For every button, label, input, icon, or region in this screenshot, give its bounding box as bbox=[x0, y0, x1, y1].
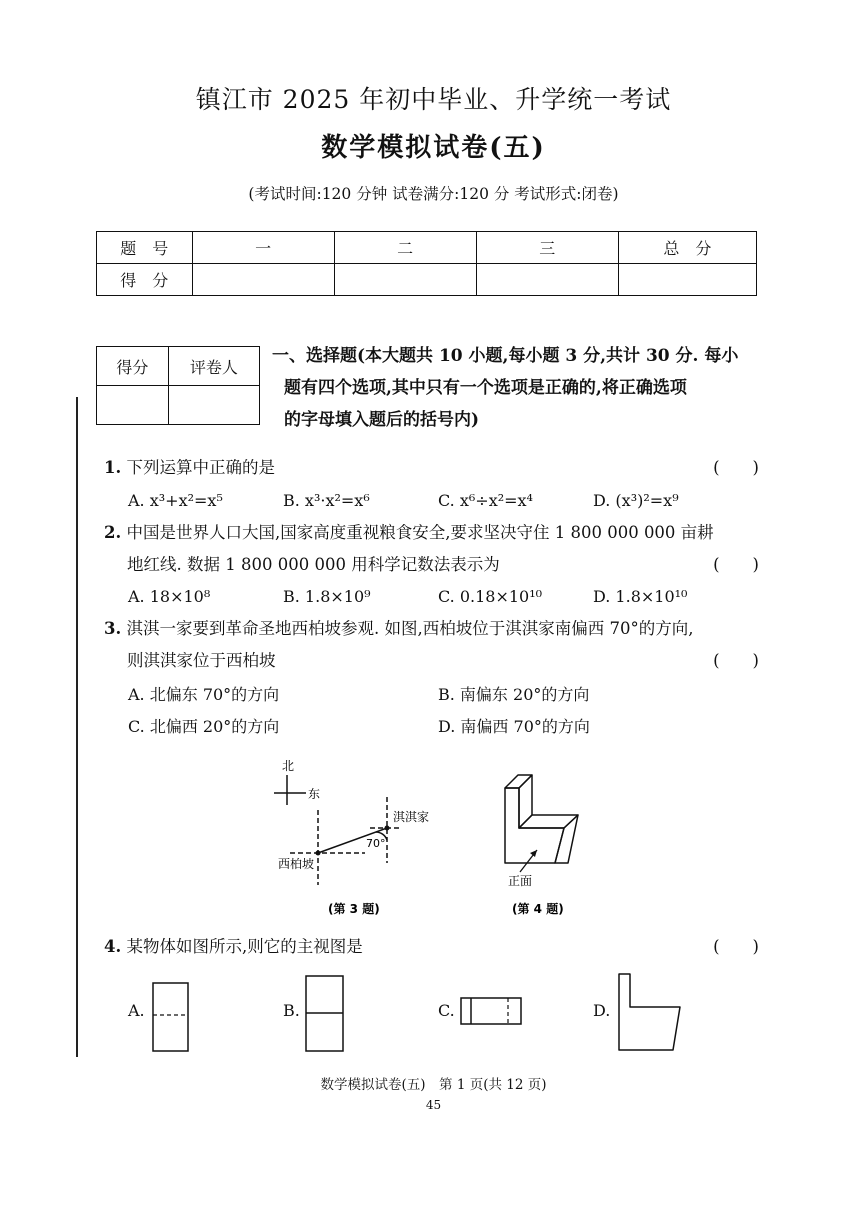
east-label: 东 bbox=[308, 787, 321, 801]
grader-table bbox=[96, 346, 260, 425]
page-number: 45 bbox=[425, 1098, 442, 1112]
question-stem: 则淇淇家位于西柏坡 bbox=[127, 651, 276, 670]
score-entry-cell[interactable] bbox=[476, 264, 618, 296]
home-point bbox=[385, 826, 390, 831]
figure-3-diagram bbox=[260, 755, 450, 920]
question-stem: 淇淇一家要到革命圣地西柏坡参观. 如图,西柏坡位于淇淇家南偏西 70°的方向, bbox=[126, 619, 694, 638]
q4-option-b-figure bbox=[303, 973, 347, 1055]
grader-score-cell[interactable] bbox=[97, 386, 169, 425]
xibaipo-point bbox=[316, 851, 321, 856]
question-4 bbox=[104, 931, 759, 963]
q4-option-d-letter: D. bbox=[593, 1001, 611, 1020]
q4-option-c-figure bbox=[458, 995, 524, 1027]
question-1 bbox=[104, 452, 759, 484]
q1-option-b: B. x³·x²=x⁶ bbox=[283, 491, 370, 510]
question-2 bbox=[104, 517, 764, 581]
front-arrow-head bbox=[530, 850, 537, 857]
answer-paren[interactable]: ( ) bbox=[713, 458, 759, 477]
section-line: 题有四个选项,其中只有一个选项是正确的,将正确选项 bbox=[284, 378, 687, 398]
score-table-cell: 得 分 bbox=[97, 264, 193, 296]
answer-paren[interactable]: ( ) bbox=[713, 937, 759, 956]
q4-option-d-figure bbox=[616, 970, 684, 1055]
q4-option-a-figure bbox=[150, 980, 192, 1055]
score-entry-cell[interactable] bbox=[334, 264, 476, 296]
question-number: 4. bbox=[104, 937, 122, 956]
page-footer: 数学模拟试卷(五) 第 1 页(共 12 页) bbox=[320, 1077, 547, 1093]
question-number: 1. bbox=[104, 458, 122, 477]
q4-option-c-letter: C. bbox=[438, 1001, 455, 1020]
base-right-face bbox=[555, 815, 578, 863]
score-table-score-row bbox=[97, 264, 757, 296]
paper-subtitle: 数学模拟试卷(五) bbox=[321, 133, 546, 163]
q1-option-c: C. x⁶÷x²=x⁴ bbox=[438, 491, 533, 510]
exam-title: 镇江市 2025 年初中毕业、升学统一考试 bbox=[195, 85, 672, 114]
pillar-top-face bbox=[505, 775, 532, 788]
binding-margin-line bbox=[76, 397, 78, 1057]
base-top-face bbox=[519, 815, 578, 828]
q2-option-a: A. 18×10⁸ bbox=[128, 587, 211, 606]
question-number: 3. bbox=[104, 619, 122, 638]
q3-option-a: A. 北偏东 70°的方向 bbox=[128, 685, 280, 704]
score-table-cell: 总 分 bbox=[618, 232, 756, 264]
question-stem: 中国是世界人口大国,国家高度重视粮食安全,要求坚决守住 1 800 000 000 亩耕 bbox=[126, 523, 714, 542]
q1-option-d: D. (x³)²=x⁹ bbox=[593, 491, 679, 510]
q3-option-b: B. 南偏东 20°的方向 bbox=[438, 685, 590, 704]
score-table-cell: 一 bbox=[192, 232, 334, 264]
grader-name-cell[interactable] bbox=[168, 386, 259, 425]
q4-option-b-letter: B. bbox=[283, 1001, 300, 1020]
figure-4-diagram bbox=[490, 760, 600, 920]
pillar-right-face bbox=[519, 775, 532, 828]
question-3 bbox=[104, 613, 764, 677]
score-entry-cell[interactable] bbox=[618, 264, 756, 296]
answer-paren[interactable]: ( ) bbox=[713, 555, 759, 574]
score-table-cell: 题 号 bbox=[97, 232, 193, 264]
score-entry-cell[interactable] bbox=[192, 264, 334, 296]
question-number: 2. bbox=[104, 523, 122, 542]
q4-option-a-letter: A. bbox=[128, 1001, 145, 1020]
q1-option-a: A. x³+x²=x⁵ bbox=[128, 491, 223, 510]
question-stem: 某物体如图所示,则它的主视图是 bbox=[126, 937, 363, 956]
home-label: 淇淇家 bbox=[393, 810, 430, 824]
figure-4-caption: (第 4 题) bbox=[512, 902, 564, 916]
front-label: 正面 bbox=[508, 874, 533, 888]
question-stem: 下列运算中正确的是 bbox=[126, 458, 275, 477]
exam-info: (考试时间:120 分钟 试卷满分:120 分 考试形式:闭卷) bbox=[248, 185, 619, 203]
section-line: 的字母填入题后的括号内) bbox=[284, 410, 480, 430]
q3-option-c: C. 北偏西 20°的方向 bbox=[128, 717, 280, 736]
north-label: 北 bbox=[282, 759, 295, 773]
xibaipo-label: 西柏坡 bbox=[278, 857, 315, 871]
q3-option-d: D. 南偏西 70°的方向 bbox=[438, 717, 590, 736]
grader-name-label: 评卷人 bbox=[168, 347, 259, 386]
q2-option-d: D. 1.8×10¹⁰ bbox=[593, 587, 688, 606]
section-1-instructions bbox=[272, 340, 762, 436]
q2-option-b: B. 1.8×10⁹ bbox=[283, 587, 371, 606]
score-table-cell: 二 bbox=[334, 232, 476, 264]
grader-score-label: 得分 bbox=[97, 347, 169, 386]
question-stem: 地红线. 数据 1 800 000 000 用科学记数法表示为 bbox=[127, 555, 500, 574]
section-line: 一、选择题(本大题共 10 小题,每小题 3 分,共计 30 分. 每小 bbox=[272, 346, 739, 366]
angle-label: 70° bbox=[366, 837, 386, 850]
figure-3-caption: (第 3 题) bbox=[328, 902, 380, 916]
score-table-header-row bbox=[97, 232, 757, 264]
score-table bbox=[96, 231, 757, 296]
score-table-cell: 三 bbox=[476, 232, 618, 264]
answer-paren[interactable]: ( ) bbox=[713, 651, 759, 670]
q2-option-c: C. 0.18×10¹⁰ bbox=[438, 587, 543, 606]
